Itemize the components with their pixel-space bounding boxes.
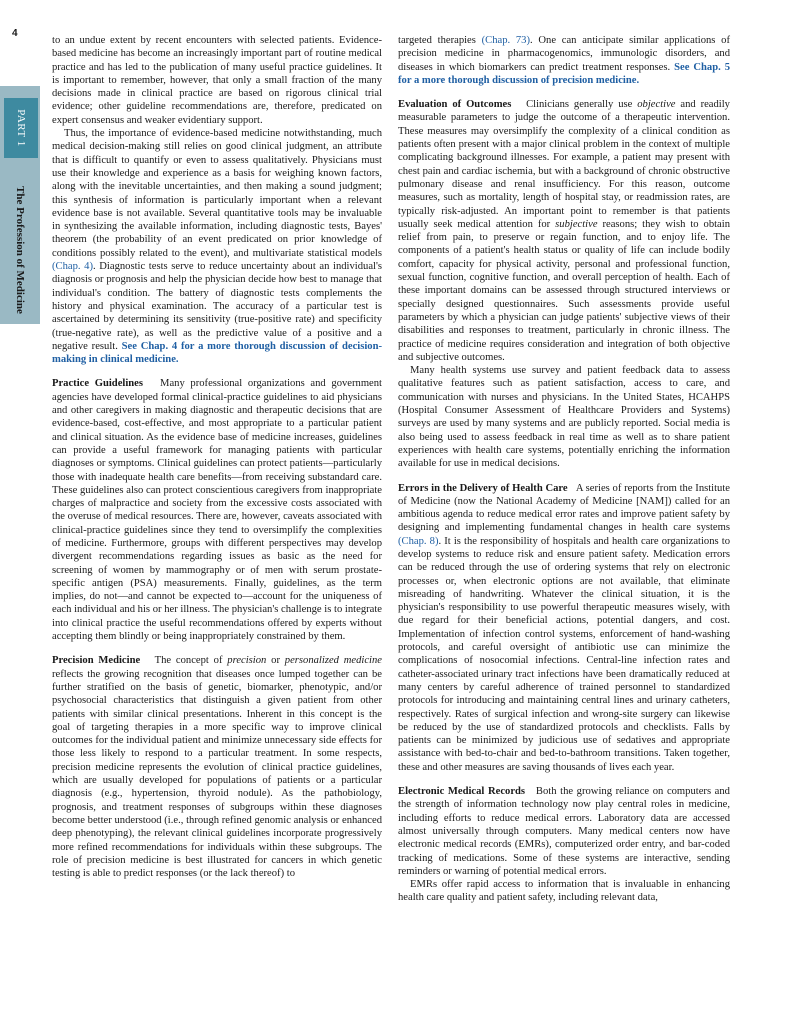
part-label: PART 1 (15, 109, 27, 147)
chapter-link[interactable]: (Chap. 4) (52, 261, 93, 273)
section-heading: Errors in the Delivery of Health Care (398, 482, 568, 494)
chapter-link[interactable]: (Chap. 8) (398, 535, 439, 547)
section-practice-guidelines: Practice Guidelines Many professional organizations and government agencies have developed formal clinical-practice guidelines to aid physicians and other caregivers in making diagnostic and therapeutic decisions that are evidence-based, cost-effective, and most appropriate to a particular patient and clinical situation. As the evidence base of medicine increases, guidelines can provide a useful framework for managing patients with particular diagnoses or symptoms. Clinical guidelines can protect patients—particularly those with inadequate health care benefits—from receiving substandard care. These guidelines also can protect conscientious caregivers from inappropriate charges of malpractice and society from the excessive costs associated with the overuse of medical resources. There are, however, caveats associated with clinical-practice guidelines since they tend to oversimplify the complexities of medicine. Furthermore, groups with different perspectives may develop divergent recommendations regarding issues as basic as the need for screening of women by mammography or of men with serum prostate-specific antigen (PSA) measurements. Finally, guidelines, as the term implies, do not—and cannot be expected to—account for the uniqueness of each individual and his or her illness. The physician's challenge is to integrate into clinical practice the useful recommendations offered by experts without accepting them blindly or being inappropriately constrained by them. (52, 378, 382, 643)
left-column (52, 34, 382, 880)
paragraph: Thus, the importance of evidence-based medicine notwithstanding, much medical decision-making still relies on good clinical judgment, an attribute that is difficult to quantify or even to assess qualitatively. Physicians must use their knowledge and experience as a basis for weighing known factors, along with the inevitable uncertainties, and then making a sound judgment; this synthesis of information is particularly important when a relevant evidence base is not available. Several quantitative tools may be invaluable in synthesizing the available information, including diagnostic tests, Bayes' theorem (the probability of an event predicated on prior knowledge of conditions possibly related to the event), and multivariate statistical models (Chap. 4). Diagnostic tests serve to reduce uncertainty about an individual's diagnosis or prognosis and help the physician decide how best to manage that individual's condition. The battery of diagnostic tests complements the history and physical examination. The accuracy of a particular test is ascertained by determining its sensitivity (true-positive rate) and specificity (true-negative rate), as well as the predictive value of a positive and a negative result. See Chap. 4 for a more thorough discussion of decision-making in clinical medicine. (52, 128, 383, 366)
paragraph: EMRs offer rapid access to information that is invaluable in enhancing health care quality and patient safety, including relevant data, (398, 879, 730, 904)
section-heading: Evaluation of Outcomes (398, 99, 512, 111)
section-heading: Precision Medicine (52, 655, 141, 667)
side-tab-part-label (4, 98, 38, 158)
see-chapter-link[interactable]: See Chap. 4 for a more thorough discussion of decision-making in clinical medicine. (52, 340, 382, 366)
section-precision-medicine: Precision Medicine The concept of precision or personalized medicine reflects the growing recognition that diseases once lumped together can be further stratified on the basis of genetic, biomarker, phenotypic, and/or psychosocial characteristics that distinguish a given patient from other patients with similar clinical presentations. Inherent in this concept is the goal of targeting therapies in a more specific way to improve clinical outcomes for the individual patient and minimize unnecessary side effects for those less likely to respond to a particular treatment. In some respects, precision medicine represents the evolution of clinical practice guidelines, which are usually developed for populations of patients or a particular diagnosis (e.g., hypertension, thyroid nodule). As the pathobiology, prognosis, and treatment responses of subgroups within these diagnoses become better understood (i.e., through refined genomic analysis or enhanced deep phenotyping), the relevant clinical guidelines incorporate progressively more refined recommendations for individuals within these subgroups. The role of precision medicine is best illustrated for cancers in which genetic testing is able to predict responses (or the lack thereof) to (52, 655, 382, 880)
paragraph: Many health systems use survey and patient feedback data to assess qualitative features such as patient satisfaction, access to care, and communication with nurses and physicians. In the United States, HCAHPS (Hospital Consumer Assessment of Healthcare Providers and Systems) surveys are used by many systems and are publicly reported. Social media is also being used to assess feedback in real time as well as to share patient experiences with health care systems, potentially enriching the information available for use in medical decisions. (398, 365, 730, 470)
paragraph: targeted therapies (Chap. 73). One can anticipate similar applications of precision medicine in pharmacogenomics, immunologic disorders, and diseases in which biomarkers can predict treatment responses. See Chap. 5 for a more thorough discussion of precision medicine. (398, 35, 730, 86)
section-title: The Profession of Medicine (14, 186, 26, 314)
section-heading: Electronic Medical Records (398, 786, 526, 798)
page-number: 4 (12, 28, 18, 39)
paragraph: to an undue extent by recent encounters with selected patients. Evidence-based medicine has become an increasingly important part of routine medical practice and has led to the publication of many useful practice guidelines. It is important to remember, however, that only a small fraction of the many decisions made in clinical practice are based on rigorous clinical trial evidence; other guideline recommendations are, therefore, predicated on expert consensus and weaker evidentiary support. (52, 35, 382, 126)
section-heading: Practice Guidelines (52, 378, 143, 390)
side-tab-title (0, 175, 40, 325)
right-column (398, 34, 730, 905)
section-errors: Errors in the Delivery of Health Care A series of reports from the Institute of Medicine (now the National Academy of Medicine [NAM]) called for an ambitious agenda to reduce medical error rates and improve patient safety by designing and implementing fundamental changes in health care systems (Chap. 8). It is the responsibility of hospitals and health care organizations to develop systems to reduce risk and ensure patient safety. Medication errors can be reduced through the use of ordering systems that rely on electronic processes or, when electronic options are not available, that eliminate misreading of handwriting. Whatever the clinical situation, it is the physician's responsibility to use powerful therapeutic measures wisely, with due regard for their beneficial actions, potential dangers, and cost. Implementation of infection control systems, enforcement of hand-washing protocols, and careful oversight of antibiotic use can minimize the complications of nosocomial infections. Central-line infection rates and catheter-associated urinary tract infections have been dramatically reduced at many centers by careful adherence of trained personnel to standardized protocols for introducing and maintaining central lines and urinary catheters, respectively. Rates of surgical infection and wrong-site surgery can likewise be reduced by the use of standardized protocols and checklists. Falls by patients can be minimized by judicious use of sedatives and appropriate assistance with bed-to-chair and bed-to-bathroom transitions. Taken together, these and other measures are saving thousands of lives each year. (398, 482, 731, 773)
section-electronic-medical-records: Electronic Medical Records Both the growing reliance on computers and the strength of information technology now play central roles in medicine, including efforts to reduce medical errors. Laboratory data are accessed almost universally through computers. Many medical centers now have electronic medical records (EMRs), computerized order entry, and bar-coded tracking of medications. Some of these systems are interactive, sending reminders or warning of potential medical errors. (398, 786, 730, 877)
section-evaluation-of-outcomes: Evaluation of Outcomes Clinicians generally use objective and readily measurable parameters to judge the outcome of a therapeutic intervention. These measures may oversimplify the complexity of a clinical condition as patients often present with a major clinical problem in the context of multiple complicating background illnesses. For example, a patient may present with chest pain and cardiac ischemia, but with a background of chronic obstructive pulmonary disease and renal insufficiency. For this reason, outcome measures, such as mortality, length of hospital stay, or readmission rates, are typically risk-adjusted. An important point to remember is that patients usually seek medical attention for subjective reasons; they wish to obtain relief from pain, to preserve or regain function, and to enjoy life. The components of a patient's health status or quality of life can include bodily comfort, capacity for physical activity, personal and professional function, sexual function, cognitive function, and overall perception of health. Each of these important domains can be assessed through structured interviews or specially designed questionnaires. Such assessments provide useful parameters by which a physician can judge patients' subjective views of their disabilities and responses to treatment, particularly in chronic illness. The practice of medicine requires consideration and integration of both objective and subjective outcomes. (398, 99, 730, 363)
chapter-link[interactable]: (Chap. 73) (481, 35, 531, 46)
see-chapter-link[interactable]: See Chap. 5 for a more thorough discussion of precision medicine. (398, 61, 730, 86)
